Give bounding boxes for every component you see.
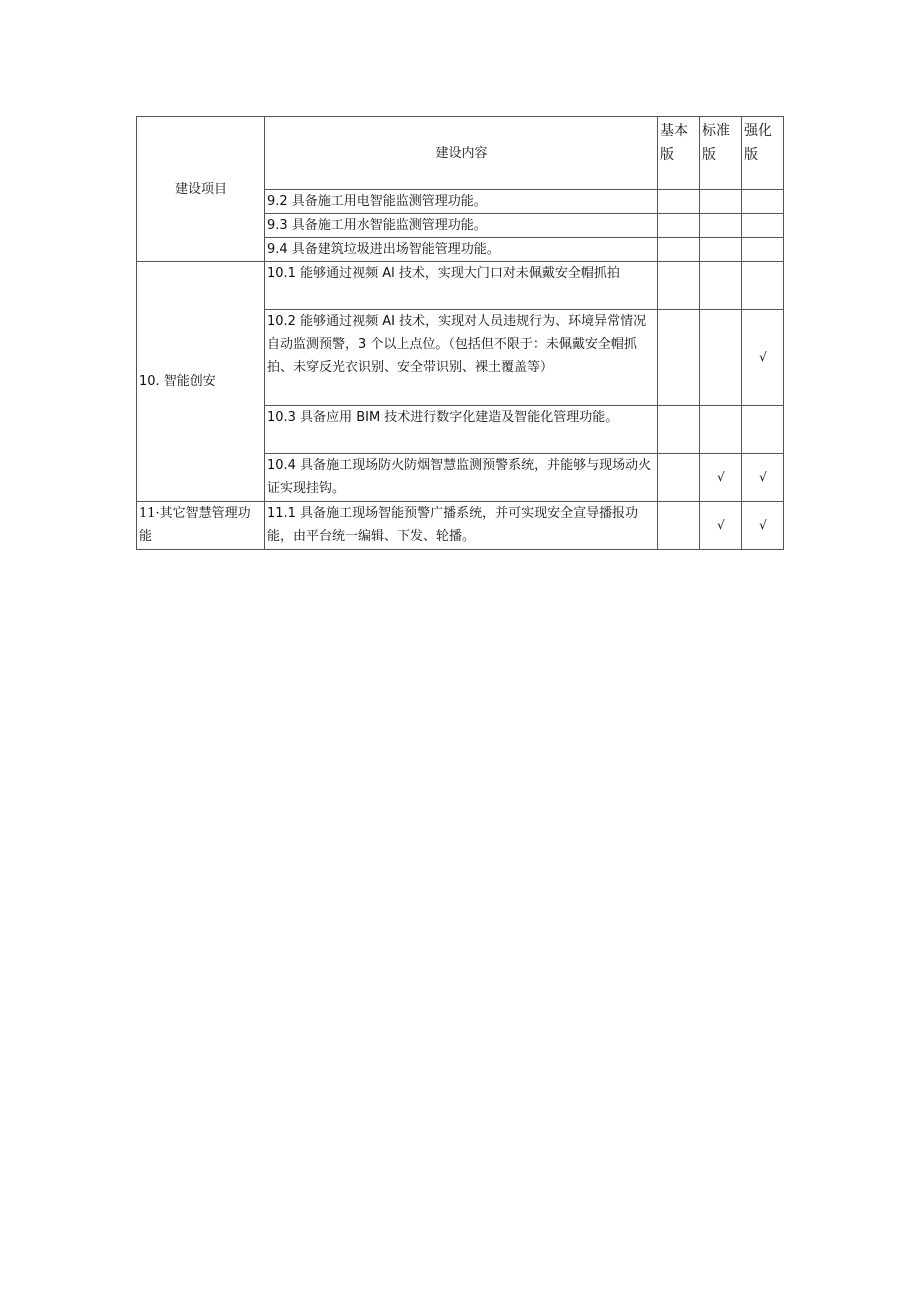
row-basic <box>658 214 700 238</box>
header-content: 建设内容 <box>265 117 658 190</box>
row-content: 11.1 具备施工现场智能预警广播系统，并可实现安全宣导播报功能，由平台统一编辑、下发、轮播。 <box>265 502 658 550</box>
row-content: 10.4 具备施工现场防火防烟智慧监测预警系统，并能够与现场动火证实现挂钩。 <box>265 454 658 502</box>
row-content: 10.2 能够通过视频 AI 技术，实现对人员违规行为、环境异常情况自动监测预警，3 个以上点位。（包括但不限于：未佩戴安全帽抓拍、未穿反光衣识别、安全带识别、裸土覆盖等） <box>265 310 658 406</box>
row-standard <box>700 214 742 238</box>
row-basic <box>658 238 700 262</box>
header-row <box>137 117 784 190</box>
row-standard: √ <box>700 502 742 550</box>
row-enhanced <box>742 190 784 214</box>
row-content: 10.1 能够通过视频 Al 技术，实现大门口对未佩戴安全帽抓拍 <box>265 262 658 310</box>
header-basic: 基本版 <box>658 117 700 190</box>
row-enhanced: √ <box>742 454 784 502</box>
row-standard <box>700 310 742 406</box>
row-content: 9.2 具备施工用电智能监测管理功能。 <box>265 190 658 214</box>
row-content: 10.3 具备应用 BIM 技术进行数字化建造及智能化管理功能。 <box>265 406 658 454</box>
row-basic <box>658 406 700 454</box>
row-enhanced: √ <box>742 310 784 406</box>
row-enhanced <box>742 214 784 238</box>
header-standard: 标准版 <box>700 117 742 190</box>
row-standard <box>700 190 742 214</box>
row-enhanced <box>742 238 784 262</box>
row-basic <box>658 310 700 406</box>
header-enhanced: 强化版 <box>742 117 784 190</box>
row-standard <box>700 406 742 454</box>
row-content: 9.3 具备施工用水智能监测管理功能。 <box>265 214 658 238</box>
row-basic <box>658 502 700 550</box>
row-enhanced <box>742 262 784 310</box>
row-standard <box>700 262 742 310</box>
row-basic <box>658 454 700 502</box>
table-row <box>137 262 784 310</box>
row-basic <box>658 190 700 214</box>
row-enhanced <box>742 406 784 454</box>
group-label-11: 11·其它智慧管理功能 <box>137 502 265 550</box>
row-basic <box>658 262 700 310</box>
header-project: 建设项目 <box>137 117 265 262</box>
group-label-10: 10. 智能创安 <box>137 262 265 502</box>
row-content: 9.4 具备建筑垃圾进出场智能管理功能。 <box>265 238 658 262</box>
table-row <box>137 502 784 550</box>
row-standard: √ <box>700 454 742 502</box>
row-enhanced: √ <box>742 502 784 550</box>
row-standard <box>700 238 742 262</box>
spec-table <box>136 116 784 550</box>
